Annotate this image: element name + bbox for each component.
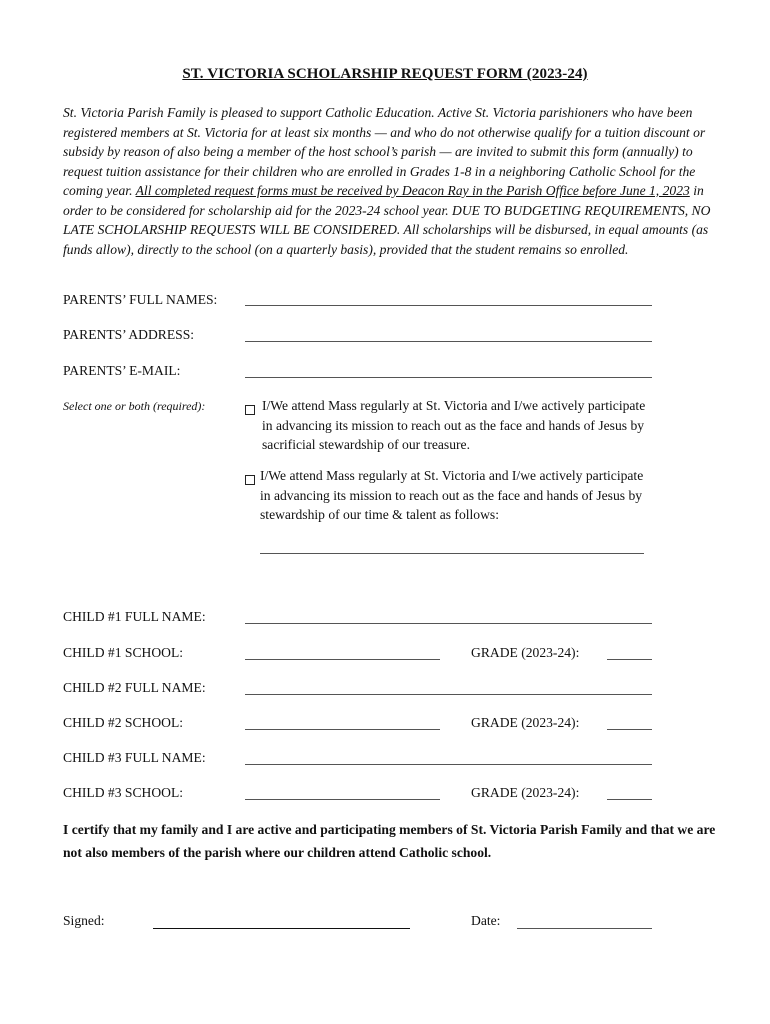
- child3-school-label: CHILD #3 SCHOOL:: [63, 785, 184, 800]
- child1-name-label: CHILD #1 FULL NAME:: [63, 609, 206, 624]
- option-treasure-text: I/We attend Mass regularly at St. Victoria and I/we actively participate in advancing its mission to reach out as the face and hands of Jesus by sacrificial stewardship of our treasure.: [262, 398, 646, 452]
- parents-address-label: PARENTS’ ADDRESS:: [63, 327, 195, 342]
- child2-school-field[interactable]: [245, 729, 440, 730]
- child2-grade-field[interactable]: [607, 729, 652, 730]
- child1-grade-field[interactable]: [607, 659, 652, 660]
- child1-school-field[interactable]: [245, 659, 440, 660]
- child2-grade-label: GRADE (2023-24):: [471, 715, 580, 730]
- checkbox-icon: [245, 405, 255, 415]
- child1-school-label: CHILD #1 SCHOOL:: [63, 645, 184, 660]
- checkbox-icon: [245, 475, 255, 485]
- option-time-talent-checkbox[interactable]: [245, 472, 263, 492]
- child2-name-field[interactable]: [245, 694, 652, 695]
- certification-statement: I certify that my family and I are active and participating members of St. Victoria Parish Family and that we are not also members of the parish where our children attend Catholic school.: [63, 822, 716, 860]
- intro-deadline-text: All completed request forms must be received by Deacon Ray in the Parish Office before June 1, 2023: [135, 183, 690, 198]
- child1-grade-label: GRADE (2023-24):: [471, 645, 580, 660]
- child3-name-field[interactable]: [245, 764, 652, 765]
- child2-school-label: CHILD #2 SCHOOL:: [63, 715, 184, 730]
- intro-text-2: in order to be considered for scholarship aid for the 2023-24 school year. DUE TO BUDGETING REQUIREMENTS, NO LATE SCHOLARSHIP REQUESTS WILL BE CONSIDERED. All scholarships will be disbursed, in equal amounts (as funds allow), directly to the school (on a quarterly basis), provided that the student remains so enrolled.: [63, 183, 711, 257]
- option-treasure-checkbox[interactable]: [245, 402, 263, 422]
- parents-names-label: PARENTS’ FULL NAMES:: [63, 292, 218, 307]
- child2-name-label: CHILD #2 FULL NAME:: [63, 680, 206, 695]
- option-time-talent-text: I/We attend Mass regularly at St. Victoria and I/we actively participate in advancing its mission to reach out as the face and hands of Jesus by stewardship of our time & talent as follows:: [260, 468, 644, 522]
- parents-email-label: PARENTS’ E-MAIL:: [63, 363, 181, 378]
- selection-label: Select one or both (required):: [63, 399, 206, 413]
- option-treasure: [245, 396, 653, 455]
- child3-name-label: CHILD #3 FULL NAME:: [63, 750, 206, 765]
- form-title: ST. VICTORIA SCHOLARSHIP REQUEST FORM (2023-24): [182, 66, 588, 82]
- date-label: Date:: [471, 913, 501, 928]
- child3-grade-label: GRADE (2023-24):: [471, 785, 580, 800]
- child1-name-field[interactable]: [245, 623, 652, 624]
- child3-school-field[interactable]: [245, 799, 440, 800]
- signature-field[interactable]: [153, 928, 410, 929]
- parents-email-field[interactable]: [245, 377, 652, 378]
- intro-text-1: St. Victoria Parish Family is pleased to support Catholic Education. Active St. Victoria parishioners who have been registered members at St. Victoria for at least six months — and who do not otherwise qualify for a tuition discount or subsidy by reason of also being a member of the host school’s parish — are invited to submit this form (annually) to request tuition assistance for their children who are enrolled in Grades 1-8 in a neighboring Catholic School for the coming year.: [63, 105, 706, 198]
- intro-paragraph: [63, 103, 711, 259]
- parents-names-field[interactable]: [245, 305, 652, 306]
- date-field[interactable]: [517, 928, 652, 929]
- parents-address-field[interactable]: [245, 341, 652, 342]
- time-talent-field[interactable]: [260, 553, 644, 554]
- child3-grade-field[interactable]: [607, 799, 652, 800]
- signed-label: Signed:: [63, 913, 105, 928]
- option-time-talent: [245, 466, 653, 525]
